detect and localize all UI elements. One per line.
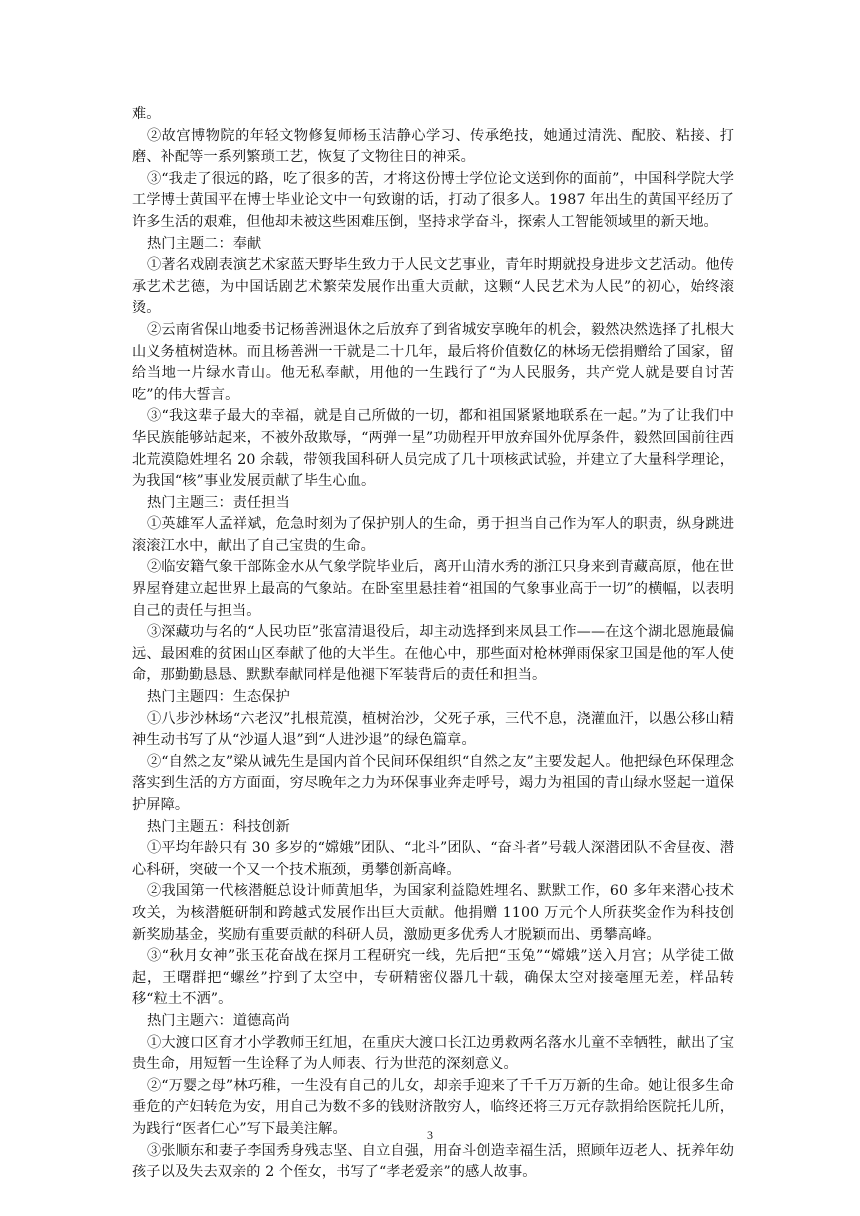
paragraph: ②我国第一代核潜艇总设计师黄旭华，为国家利益隐姓埋名、默默工作，60 多年来潜心技术攻关，为核潜艇研制和跨越式发展作出巨大贡献。他捐赠 1100 万元个人所获奖金作为科技创新奖励基金，奖励有重要贡献的科研人员，激励更多优秀人才脱颖而出、勇攀高峰。 [132,883,734,943]
paragraph: ③“秋月女神”张玉花奋战在探月工程研究一线，先后把“玉兔”“嫦娥”送入月宫；从学徒工做起，王曙群把“螺丝”拧到了太空中，专研精密仪器几十载，确保太空对接毫厘无差，样品转移“粒土不洒”。 [132,948,734,1008]
page-number: 3 [427,1128,433,1142]
paragraph: ①英雄军人孟祥斌，危急时刻为了保护别人的生命，勇于担当自己作为军人的职责，纵身跳进滚滚江水中，献出了自己宝贵的生命。 [132,516,734,554]
paragraph: ①平均年龄只有 30 多岁的“嫦娥”团队、“北斗”团队、“奋斗者”号载人深潜团队不舍昼夜、潜心科研，突破一个又一个技术瓶颈，勇攀创新高峰。 [132,840,734,878]
paragraph: ①八步沙林场“六老汉”扎根荒漠，植树治沙，父死子承，三代不息，浇灌血汗，以愚公移山精神生动书写了从“沙逼人退”到“人进沙退”的绿色篇章。 [132,710,734,749]
paragraph: ②故宫博物院的年轻文物修复师杨玉洁静心学习、传承绝技，她通过清洗、配胶、粘接、打磨、补配等一系列繁琐工艺，恢复了文物往日的神采。 [132,127,734,166]
paragraph: 难。 [132,106,161,122]
document-body [132,104,734,1184]
paragraph: ①著名戏剧表演艺术家蓝天野毕生致力于人民文艺事业，青年时期就投身进步文艺活动。他传承艺术艺德，为中国话剧艺术繁荣发展作出重大贡献，这颗“人民艺术为人民”的初心，始终滚烫。 [132,257,734,317]
paragraph: ②“自然之友”梁从诫先生是国内首个民间环保组织“自然之友”主要发起人。他把绿色环保理念落实到生活的方方面面，穷尽晚年之力为环保事业奔走呼号，竭力为祖国的青山绿水竖起一道保护屏障。 [132,753,734,813]
paragraph: ③深藏功与名的“人民功臣”张富清退役后，却主动选择到来凤县工作——在这个湖北恩施最偏远、最困难的贫困山区奉献了他的大半生。在他心中，那些面对枪林弹雨保家卫国是他的军人使命，那勤勤恳恳、默默奉献同样是他褪下军装背后的责任和担当。 [132,624,734,684]
paragraph: ②云南省保山地委书记杨善洲退休之后放弃了到省城安享晚年的机会，毅然决然选择了扎根大山义务植树造林。而且杨善洲一干就是二十几年，最后将价值数亿的林场无偿捐赠给了国家，留给当地一片绿水青山。他无私奉献，用他的一生践行了“为人民服务，共产党人就是要自讨苦吃”的伟大誓言。 [132,321,734,403]
paragraph: ①大渡口区育才小学教师王红旭，在重庆大渡口长江边勇救两名落水儿童不幸牺牲，献出了宝贵生命，用短暂一生诠释了为人师表、行为世范的深刻意义。 [132,1034,734,1073]
paragraph: ③“我这辈子最大的幸福，就是自己所做的一切，都和祖国紧紧地联系在一起。”为了让我们中华民族能够站起来，不被外敌欺辱，“两弹一星”功勋程开甲放弃国外优厚条件，毅然回国前往西北荒漠隐姓埋名 20 余载，带领我国科研人员完成了几十项核武试验，并建立了大量科学理论，为我国“核”事业发展贡献了毕生心血。 [132,408,734,490]
section-heading: 热门主题四：生态保护 [147,689,290,706]
section-heading: 热门主题三：责任担当 [147,494,290,511]
section-heading: 热门主题六：道德高尚 [147,1012,290,1029]
paragraph: ③“我走了很远的路，吃了很多的苦，才将这份博士学位论文送到你的面前”，中国科学院大学工学博士黄国平在博士毕业论文中一句致谢的话，打动了很多人。1987 年出生的黄国平经历了许多生活的艰难，但他却未被这些困难压倒，坚持求学奋斗，探索人工智能领域里的新天地。 [132,170,734,230]
paragraph: ②“万婴之母”林巧稚，一生没有自己的儿女，却亲手迎来了千千万万新的生命。她让很多生命垂危的产妇转危为安，用自己为数不多的钱财济散穷人，临终还将三万元存款捐给医院托儿所，为践行“医者仁心”写下最美注解。 [132,1077,734,1137]
paragraph: ③张顺东和妻子李国秀身残志坚、自立自强，用奋斗创造幸福生活，照顾年迈老人、抚养年幼孩子以及失去双亲的 2 个侄女，书写了“孝老爱亲”的感人故事。 [132,1142,734,1181]
section-heading: 热门主题二：奉献 [147,235,262,252]
paragraph: ②临安籍气象干部陈金水从气象学院毕业后，离开山清水秀的浙江只身来到青藏高原，他在世界屋脊建立起世界上最高的气象站。在卧室里悬挂着“祖国的气象事业高于一切”的横幅，以表明自己的责任与担当。 [132,559,734,619]
section-heading: 热门主题五：科技创新 [147,818,290,835]
